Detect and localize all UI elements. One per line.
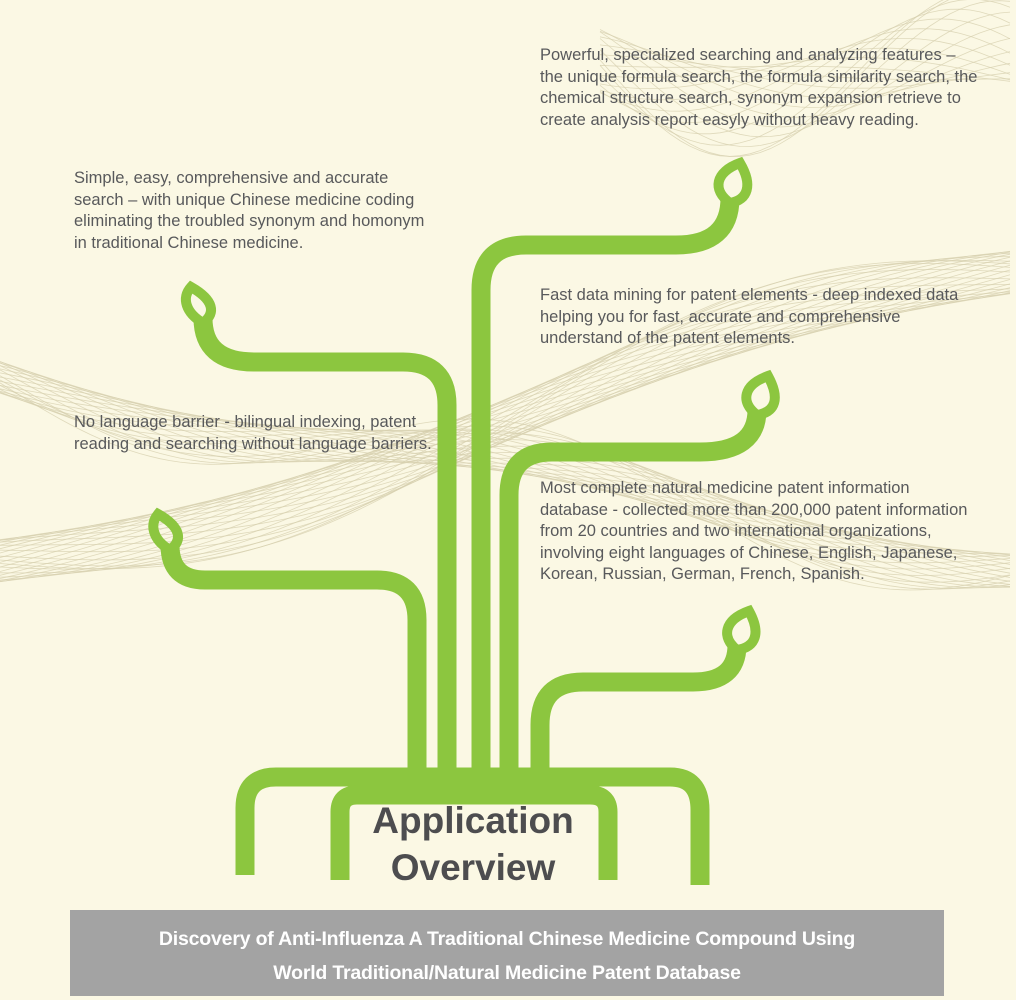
leaf-icon bbox=[153, 514, 178, 550]
stem-lower-right bbox=[540, 645, 737, 777]
leaf-icon bbox=[727, 611, 755, 650]
banner-title-line-2: World Traditional/Natural Medicine Patent Database bbox=[273, 962, 741, 984]
feature-coding-text: Simple, easy, comprehensive and accurate search – with unique Chinese medicine coding eliminating the troubled synonym and homonym in traditional Chinese medicine. bbox=[74, 169, 425, 252]
feature-complete-database-text: Most complete natural medicine patent information database - collected more than 200,000 patent information from 20 countries and two international organizations, involving eight languages of Chinese, English, Japanese, Korean, Russian, German, French, Spanish. bbox=[540, 479, 968, 583]
leaf-icon bbox=[746, 376, 774, 415]
center-title-line-1: Application bbox=[372, 800, 574, 841]
center-title-line-2: Overview bbox=[390, 847, 556, 888]
feature-formula-search-text: Powerful, specialized searching and analyzing features – the unique formula search, the formula similarity search, the chemical structure search, synonym expansion retrieve to create analysis report easyly without heavy reading. bbox=[540, 46, 978, 129]
leaf-icon bbox=[719, 163, 748, 203]
bottom-banner bbox=[70, 910, 944, 996]
feature-bilingual-text: No language barrier - bilingual indexing, patent reading and searching without language barriers. bbox=[74, 413, 432, 453]
banner-title-line-1: Discovery of Anti-Influenza A Traditional Chinese Medicine Compound Using bbox=[158, 928, 856, 950]
leaf-icon bbox=[186, 287, 211, 323]
feature-data-mining-text: Fast data mining for patent elements - deep indexed data helping you for fast, accurate and comprehensive understand of the patent elements. bbox=[540, 286, 959, 347]
stem-lower-left bbox=[170, 545, 417, 777]
